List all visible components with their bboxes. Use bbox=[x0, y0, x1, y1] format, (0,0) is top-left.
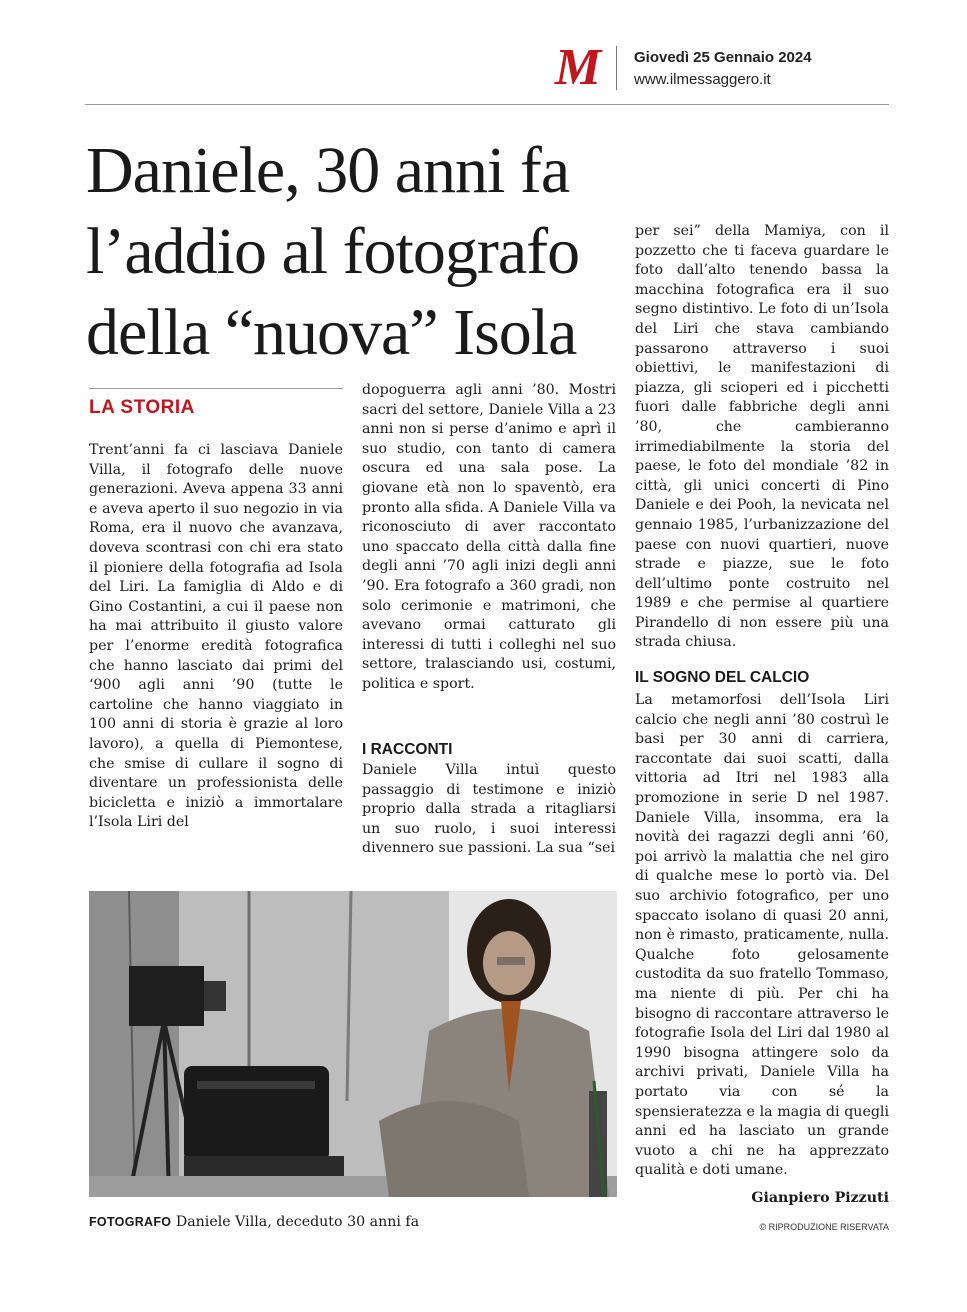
headline-line-2: l’addio al fotografo bbox=[86, 215, 580, 288]
article-column-2 bbox=[362, 381, 616, 695]
author-signature: Gianpiero Pizzuti bbox=[751, 1189, 889, 1206]
header-divider bbox=[616, 46, 617, 90]
body-text: Daniele Villa intuì questo passaggio di testimone e iniziò proprio dalla strada a ritagliarsi un suo ruolo, i suoi interessi divennero sue passioni. La sua “sei bbox=[362, 762, 616, 857]
article-photo bbox=[89, 891, 617, 1197]
body-text: per sei” della Mamiya, con il pozzetto che ti faceva guardare le foto dall’alto tenendo bassa la macchina fotografica era il suo segno distintivo. Le foto di un’Isola del Liri che stava cambiando passarono attraverso i suoi obiettivi, le manifestazioni di piazza, gli scioperi ed i picchetti fuori dalle fabbriche degli anni ’80, che cambieranno irrimediabilmente la storia del paese, le foto del mondiale ’82 in città, gli unici concerti di Pino Daniele e dei Pooh, la nevicata nel gennaio 1985, l’urbanizzazione del paese con nuovi quartieri, nuove strade e piazze, sue le foto dell’ultimo ponte costruito nel 1989 e che permise al quartiere Pirandello di non essere più una strada chiusa. bbox=[635, 223, 889, 651]
subhead-sogno-calcio: IL SOGNO DEL CALCIO bbox=[635, 669, 810, 687]
photo-illustration bbox=[89, 891, 617, 1197]
headline bbox=[86, 130, 626, 373]
publication-date: Giovedì 25 Gennaio 2024 bbox=[634, 49, 812, 66]
section-label: LA STORIA bbox=[89, 397, 195, 418]
section-rule bbox=[89, 388, 343, 389]
article-column-3 bbox=[635, 222, 889, 1209]
caption-text: Daniele Villa, deceduto 30 anni fa bbox=[171, 1214, 420, 1230]
newspaper-logo: M bbox=[554, 39, 602, 96]
photo-caption bbox=[89, 1214, 419, 1230]
header-rule bbox=[85, 104, 889, 105]
website-url: www.ilmessaggero.it bbox=[634, 71, 771, 88]
headline-line-3: della “nuova” Isola bbox=[86, 296, 577, 369]
article-column-2-lower bbox=[362, 739, 616, 859]
copyright-notice: © RIPRODUZIONE RISERVATA bbox=[759, 1222, 889, 1232]
subhead-racconti: I RACCONTI bbox=[362, 741, 453, 758]
headline-line-1: Daniele, 30 anni fa bbox=[86, 134, 570, 207]
body-text: dopoguerra agli anni ’80. Mostri sacri del settore, Daniele Villa a 23 anni non si perse d’animo e aprì il suo studio, con tanto di camera oscura ed una sala pose. La giovane età non lo spaventò, era pronto alla sfida. A Daniele Villa va riconosciuto di aver raccontato uno spaccato della città dalla fine degli anni ’70 agli inizi degli anni ’90. Era fotografo a 360 gradi, non solo cerimonie e matrimoni, che avevano ormai catturato gli interessi di tutti i colleghi nel suo settore, tralasciando usi, costumi, politica e sport. bbox=[362, 382, 616, 692]
article-column-1 bbox=[89, 441, 343, 833]
body-text: Trent’anni fa ci lasciava Daniele Villa, il fotografo delle nuove generazioni. Aveva appena 33 anni e aveva aperto il suo negozio in via Roma, era il nuovo che avanzava, doveva scontrasi con chi era stato il pioniere della fotografia ad Isola del Liri. La famiglia di Aldo e di Gino Costantini, a cui il paese non ha mai attribuito il giusto valore per l’enorme eredità fotografica che hanno lasciato dai primi del ‘900 agli anni ’90 (tutte le cartoline che hanno viaggiato in 100 anni di storia è grazie al loro lavoro), a quella di Piemontese, che smise di cullare il sogno di diventare un professionista delle bicicletta e iniziò a immortalare l’Isola Liri del bbox=[89, 442, 343, 831]
body-text: La metamorfosi dell’Isola Liri calcio che negli anni ’80 costruì le basi per 30 anni di carriera, raccontate dai suoi scatti, dalla vittoria ad Itri nel 1983 alla promozione in serie D nel 1987. Daniele Villa, insomma, era la novità dei ragazzi degli anni ’60, poi arrivò la malattia che nel giro di qualche mese lo portò via. Del suo archivio fotografico, per uno spaccato isolano di quasi 20 anni, non è rimasto, praticamente, nulla. Qualche foto gelosamente custodita da suo fratello Tommaso, ma niente di più. Per chi ha bisogno di raccontare attraverso le fotografie Isola del Liri dal 1980 al 1990 bisogna attingere solo da archivi privati, Daniele Villa ha portato via con sé la spensieratezza e la magia di quegli anni ed ha lasciato un grande vuoto a chi ne ha apprezzato qualità e doti umane. bbox=[635, 692, 889, 1179]
caption-tag: FOTOGRAFO bbox=[89, 1215, 172, 1229]
